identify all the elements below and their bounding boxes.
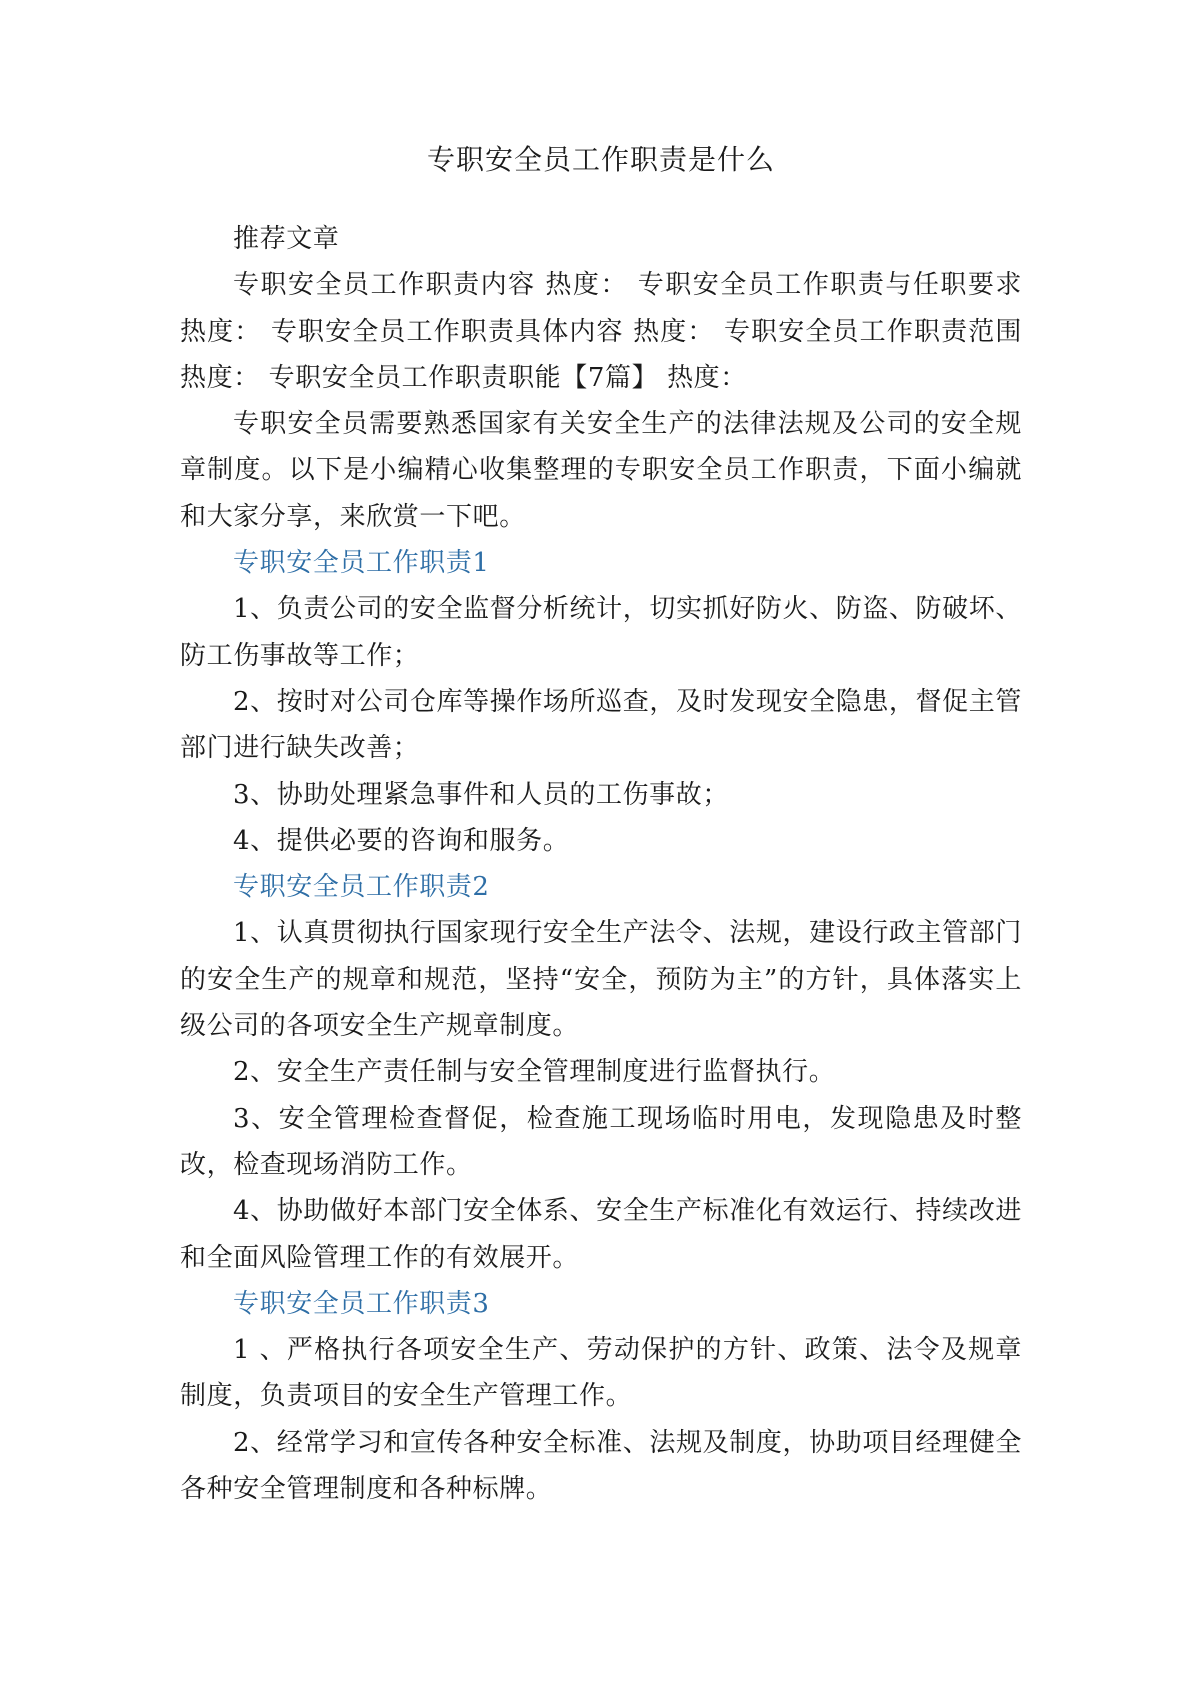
section-heading-1: 专职安全员工作职责1	[233, 548, 490, 579]
section-heading-2: 专职安全员工作职责2	[233, 872, 490, 903]
section-2-item-2: 2、安全生产责任制与安全管理制度进行监督执行。	[233, 1057, 836, 1088]
section-1-item-2: 2、按时对公司仓库等操作场所巡查，及时发现安全隐患，督促主管部门进行缺失改善；	[180, 686, 1022, 764]
paragraph-recommended-label: 推荐文章	[233, 224, 340, 254]
section-3-item-2: 2、经常学习和宣传各种安全标准、法规及制度，协助项目经理健全各种安全管理制度和各种标牌。	[180, 1427, 1022, 1505]
section-2-item-4: 4、协助做好本部门安全体系、安全生产标准化有效运行、持续改进和全面风险管理工作的有效展开。	[180, 1196, 1022, 1273]
section-1-item-4: 4、提供必要的咨询和服务。	[233, 825, 570, 856]
section-1-item-3: 3、协助处理紧急事件和人员的工伤事故；	[233, 779, 729, 810]
paragraph-recommended-links: 专职安全员工作职责内容 热度： 专职安全员工作职责与任职要求 热度： 专职安全员工作职责具体内容 热度： 专职安全员工作职责范围 热度： 专职安全员工作职责职能【7篇】 热度：	[180, 270, 1022, 393]
section-3-item-1: 1 、严格执行各项安全生产、劳动保护的方针、政策、法令及规章制度，负责项目的安全生产管理工作。	[180, 1335, 1022, 1412]
section-heading-3: 专职安全员工作职责3	[233, 1288, 490, 1319]
document-body	[180, 216, 1022, 1512]
section-2-item-3: 3、安全管理检查督促，检查施工现场临时用电，发现隐患及时整改，检查现场消防工作。	[180, 1103, 1022, 1180]
document-title: 专职安全员工作职责是什么	[426, 143, 775, 176]
section-2-item-1: 1、认真贯彻执行国家现行安全生产法令、法规，建设行政主管部门的安全生产的规章和规范，坚持“安全，预防为主”的方针，具体落实上级公司的各项安全生产规章制度。	[180, 918, 1022, 1042]
section-1-item-1: 1、负责公司的安全监督分析统计，切实抓好防火、防盗、防破坏、防工伤事故等工作；	[180, 594, 1022, 671]
paragraph-intro: 专职安全员需要熟悉国家有关安全生产的法律法规及公司的安全规章制度。以下是小编精心收集整理的专职安全员工作职责，下面小编就和大家分享，来欣赏一下吧。	[180, 409, 1022, 532]
